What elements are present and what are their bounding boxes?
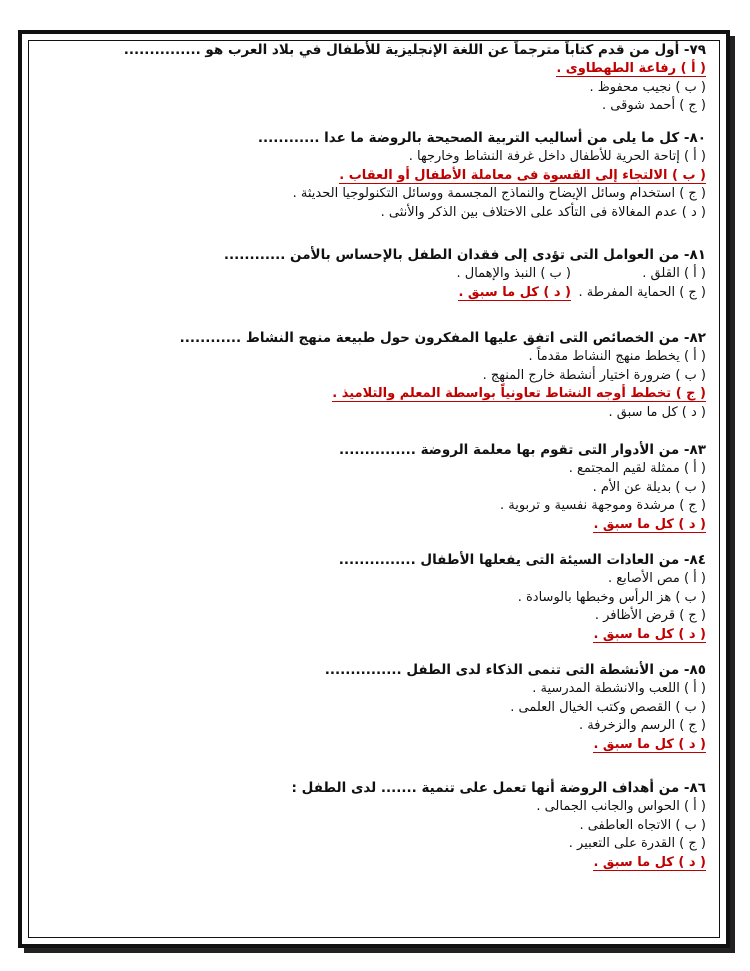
answer-option-text: ( ب ) بديلة عن الأم . [592, 479, 706, 495]
frame-shadow-bottom [24, 948, 735, 953]
answer-option-text: ( ج ) استخدام وسائل الإيضاح والنماذج المجسمة ووسائل التكنولوجيا الحديثة . [292, 186, 706, 201]
answer-option [40, 204, 706, 223]
answer-option-correct [436, 284, 571, 303]
question-block [40, 245, 706, 302]
answer-option-text: ( د ) كل ما سبق . [593, 516, 706, 532]
answer-option [571, 265, 706, 284]
question-block [40, 440, 706, 534]
frame-shadow-right [730, 36, 735, 952]
answer-option-text: ( د ) كل ما سبق . [593, 736, 706, 752]
answer-option-text: ( أ ) رفاعة الطهطاوى . [556, 61, 706, 76]
answer-option-correct [40, 736, 706, 755]
answer-option-correct [40, 385, 706, 404]
answer-option [40, 404, 706, 423]
answer-option [40, 97, 706, 116]
answer-option-text: ( ب ) ضرورة اختيار أنشطة خارج المنهج . [482, 367, 706, 383]
answer-option [40, 817, 706, 836]
answer-option [571, 284, 706, 303]
answer-option [40, 479, 706, 498]
answer-option-correct [40, 854, 706, 873]
question-text: ٨٦- من أهداف الروضة أنها تعمل على تنمية ....... لدى الطفل : [291, 780, 706, 796]
question-block [40, 660, 706, 754]
answer-option-text: ( د ) كل ما سبق . [593, 626, 706, 642]
answer-row [40, 265, 706, 284]
question-text: ٨٤- من العادات السيئة التى يفعلها الأطفال ............... [338, 552, 706, 568]
answer-option-text: ( ج ) أحمد شوقى . [602, 98, 706, 113]
answer-option [40, 79, 706, 98]
answer-option-correct [40, 167, 706, 186]
question-block [40, 778, 706, 872]
answer-option [40, 699, 706, 718]
answer-option-text: ( د ) كل ما سبق . [593, 854, 706, 870]
answer-option-text: ( ب ) الالتجاء إلى القسوة فى معاملة الأطفال أو العقاب . [339, 167, 706, 183]
answer-option-correct [40, 516, 706, 535]
answer-row [40, 284, 706, 303]
question-text: ٨٥- من الأنشطة التى تنمى الذكاء لدى الطفل ............... [324, 662, 706, 678]
answer-option-text: ( أ ) يخطط منهج النشاط مقدماً . [528, 349, 706, 364]
answer-option-text: ( ج ) تخطط أوجه النشاط تعاونياً بواسطة المعلم والتلاميذ . [332, 386, 706, 401]
answer-option [40, 717, 706, 736]
answer-option-text: ( أ ) الحواس والجانب الجمالى . [536, 799, 706, 814]
answer-option-text: ( د ) كل ما سبق . [608, 404, 706, 420]
answer-option [40, 497, 706, 516]
answer-option [40, 607, 706, 626]
question-text: ٨١- من العوامل التى تؤدى إلى فقدان الطفل بالإحساس بالأمن ............ [223, 247, 706, 263]
question-block [40, 328, 706, 422]
answer-option [40, 460, 706, 479]
answer-option-text: ( أ ) إتاحة الحرية للأطفال داخل غرفة النشاط وخارجها . [408, 149, 706, 164]
answer-option [40, 835, 706, 854]
answer-option [40, 589, 706, 608]
answer-option [40, 367, 706, 386]
answer-option [40, 348, 706, 367]
answer-option-text: ( ب ) هز الرأس وخبطها بالوسادة . [517, 589, 706, 605]
answer-option-text: ( ب ) الاتجاه العاطفى . [579, 817, 706, 833]
question-text: ٨٣- من الأدوار التى تقوم بها معلمة الروضة ............... [338, 442, 706, 458]
answer-option [40, 680, 706, 699]
answer-option-text: ( د ) كل ما سبق . [458, 284, 571, 300]
answer-option-text: ( ج ) مرشدة وموجهة نفسية و تربوية . [499, 498, 706, 513]
answer-option-text: ( ج ) الحماية المفرطة . [578, 284, 706, 300]
answer-option [40, 570, 706, 589]
answer-option-text: ( ب ) القصص وكتب الخيال العلمى . [510, 699, 706, 715]
answer-option-correct [40, 60, 706, 79]
answer-option-text: ( أ ) ممثلة لقيم المجتمع . [568, 461, 706, 476]
answer-option-text: ( ب ) النبذ والإهمال . [456, 266, 571, 281]
answer-option-text: ( أ ) القلق . [642, 266, 706, 281]
answer-option-text: ( د ) عدم المغالاة فى التأكد على الاختلاف بين الذكر والأنثى . [380, 204, 706, 220]
answer-option-text: ( ج ) القدرة على التعبير . [568, 836, 706, 851]
answer-option-text: ( ج ) الرسم والزخرفة . [578, 718, 706, 733]
answer-option-text: ( أ ) مص الأصابع . [607, 571, 706, 586]
question-block [40, 128, 706, 222]
question-text: ٨٠- كل ما يلى من أساليب التربية الصحيحة بالروضة ما عدا ............ [257, 130, 706, 146]
answer-option [40, 148, 706, 167]
answer-option-text: ( أ ) اللعب والانشطة المدرسية . [532, 681, 706, 696]
answer-option-text: ( ب ) نجيب محفوظ . [589, 79, 706, 95]
question-block [40, 40, 706, 116]
answer-option [40, 185, 706, 204]
answer-option-correct [40, 626, 706, 645]
answer-option [436, 265, 571, 284]
question-text: ٧٩- أول من قدم كتاباً مترجماً عن اللغة الإنجليزية للأطفال في بلاد العرب هو ............... [123, 42, 706, 58]
answer-option-text: ( ج ) قرض الأظافر . [594, 608, 706, 623]
answer-option [40, 798, 706, 817]
question-text: ٨٢- من الخصائص التى اتفق عليها المفكرون حول طبيعة منهج النشاط ............ [179, 330, 706, 346]
question-block [40, 550, 706, 644]
